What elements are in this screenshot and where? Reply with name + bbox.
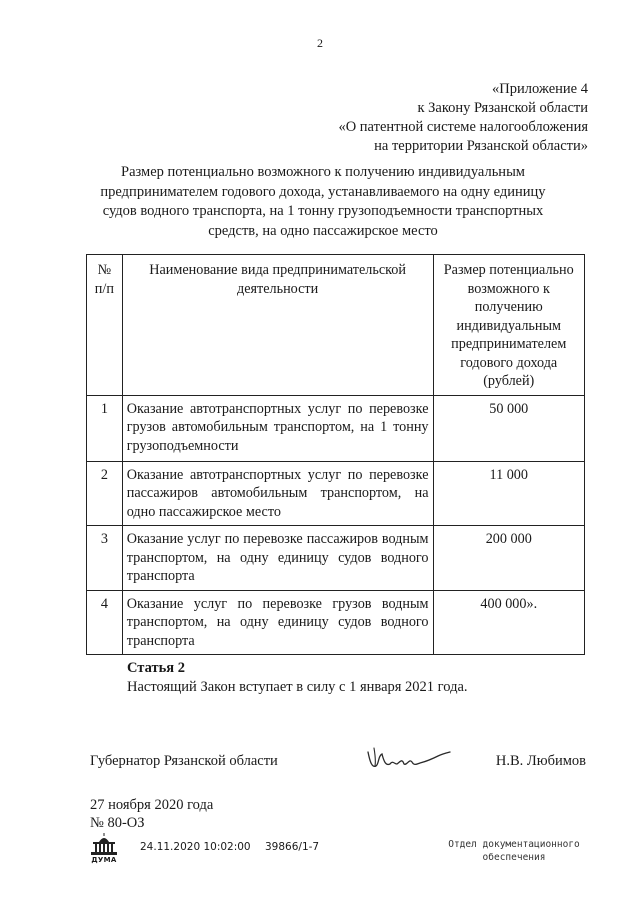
handwritten-signature [364, 742, 454, 779]
row-number: 3 [87, 526, 123, 591]
header-number-abbr: п/п [94, 280, 114, 297]
document-title [90, 163, 556, 241]
department-stamp [440, 838, 588, 864]
table-row [87, 461, 585, 526]
row-activity: Оказание услуг по перевозке пассажиров водным транспортом, на одну единицу судов водного транспорта [122, 526, 433, 591]
appendix-header [338, 80, 588, 156]
row-amount: 400 000». [433, 590, 585, 655]
appendix-line: «О патентной системе налогообложения [338, 119, 588, 135]
income-table [86, 254, 585, 655]
article-text: Настоящий Закон вступает в силу с 1 января 2021 года. [127, 679, 468, 695]
table-row [87, 395, 585, 461]
law-date: 27 ноября 2020 года [90, 797, 214, 813]
stamp-timestamp: 24.11.2020 10:02:00 [140, 841, 251, 853]
header-number [87, 255, 123, 396]
governor-position: Губернатор Рязанской области [90, 753, 278, 769]
article-2 [127, 659, 468, 697]
header-income-size: Размер потенциально возможного к получению индивидуальным предпринимателем годового дохода (рублей) [433, 255, 585, 396]
table-header-row [87, 255, 585, 396]
row-number: 4 [87, 590, 123, 655]
appendix-line: на территории Рязанской области» [374, 138, 588, 154]
row-activity: Оказание услуг по перевозке грузов водным транспортом, на одну единицу судов водного транспорта [122, 590, 433, 655]
registration-stamp [140, 841, 320, 853]
department-line: Отдел документационного [448, 839, 580, 850]
law-number: № 80-ОЗ [90, 815, 145, 831]
date-block [90, 796, 213, 832]
row-amount: 11 000 [433, 461, 585, 526]
header-number-sign: № [97, 262, 112, 278]
title-line: судов водного транспорта, на 1 тонну грузоподъемности транспортных [102, 203, 544, 219]
row-amount: 200 000 [433, 526, 585, 591]
appendix-line: к Закону Рязанской области [417, 100, 588, 116]
row-amount: 50 000 [433, 395, 585, 461]
table-row [87, 526, 585, 591]
row-number: 2 [87, 461, 123, 526]
page-number: 2 [317, 36, 323, 50]
row-activity: Оказание автотранспортных услуг по перевозке пассажиров автомобильным транспортом, на одно пассажирское место [122, 461, 433, 526]
article-heading: Статья 2 [127, 660, 185, 676]
stamp-reg-number: 39866/1-7 [265, 841, 320, 853]
department-line: обеспечения [482, 852, 546, 863]
title-line: предпринимателем годового дохода, устанавливаемого на одну единицу [100, 183, 546, 200]
duma-label: ДУМА [91, 856, 117, 864]
title-line: Размер потенциально возможного к получению индивидуальным [121, 164, 525, 180]
row-activity: Оказание автотранспортных услуг по перевозке грузов автомобильным транспортом, на 1 тонну грузоподъемности [122, 395, 433, 461]
row-number: 1 [87, 395, 123, 461]
governor-name: Н.В. Любимов [495, 753, 586, 769]
title-line: средств, на одно пассажирское место [208, 222, 438, 239]
appendix-line: «Приложение 4 [492, 81, 588, 97]
table-row [87, 590, 585, 655]
header-activity: Наименование вида предпринимательской деятельности [122, 255, 433, 396]
